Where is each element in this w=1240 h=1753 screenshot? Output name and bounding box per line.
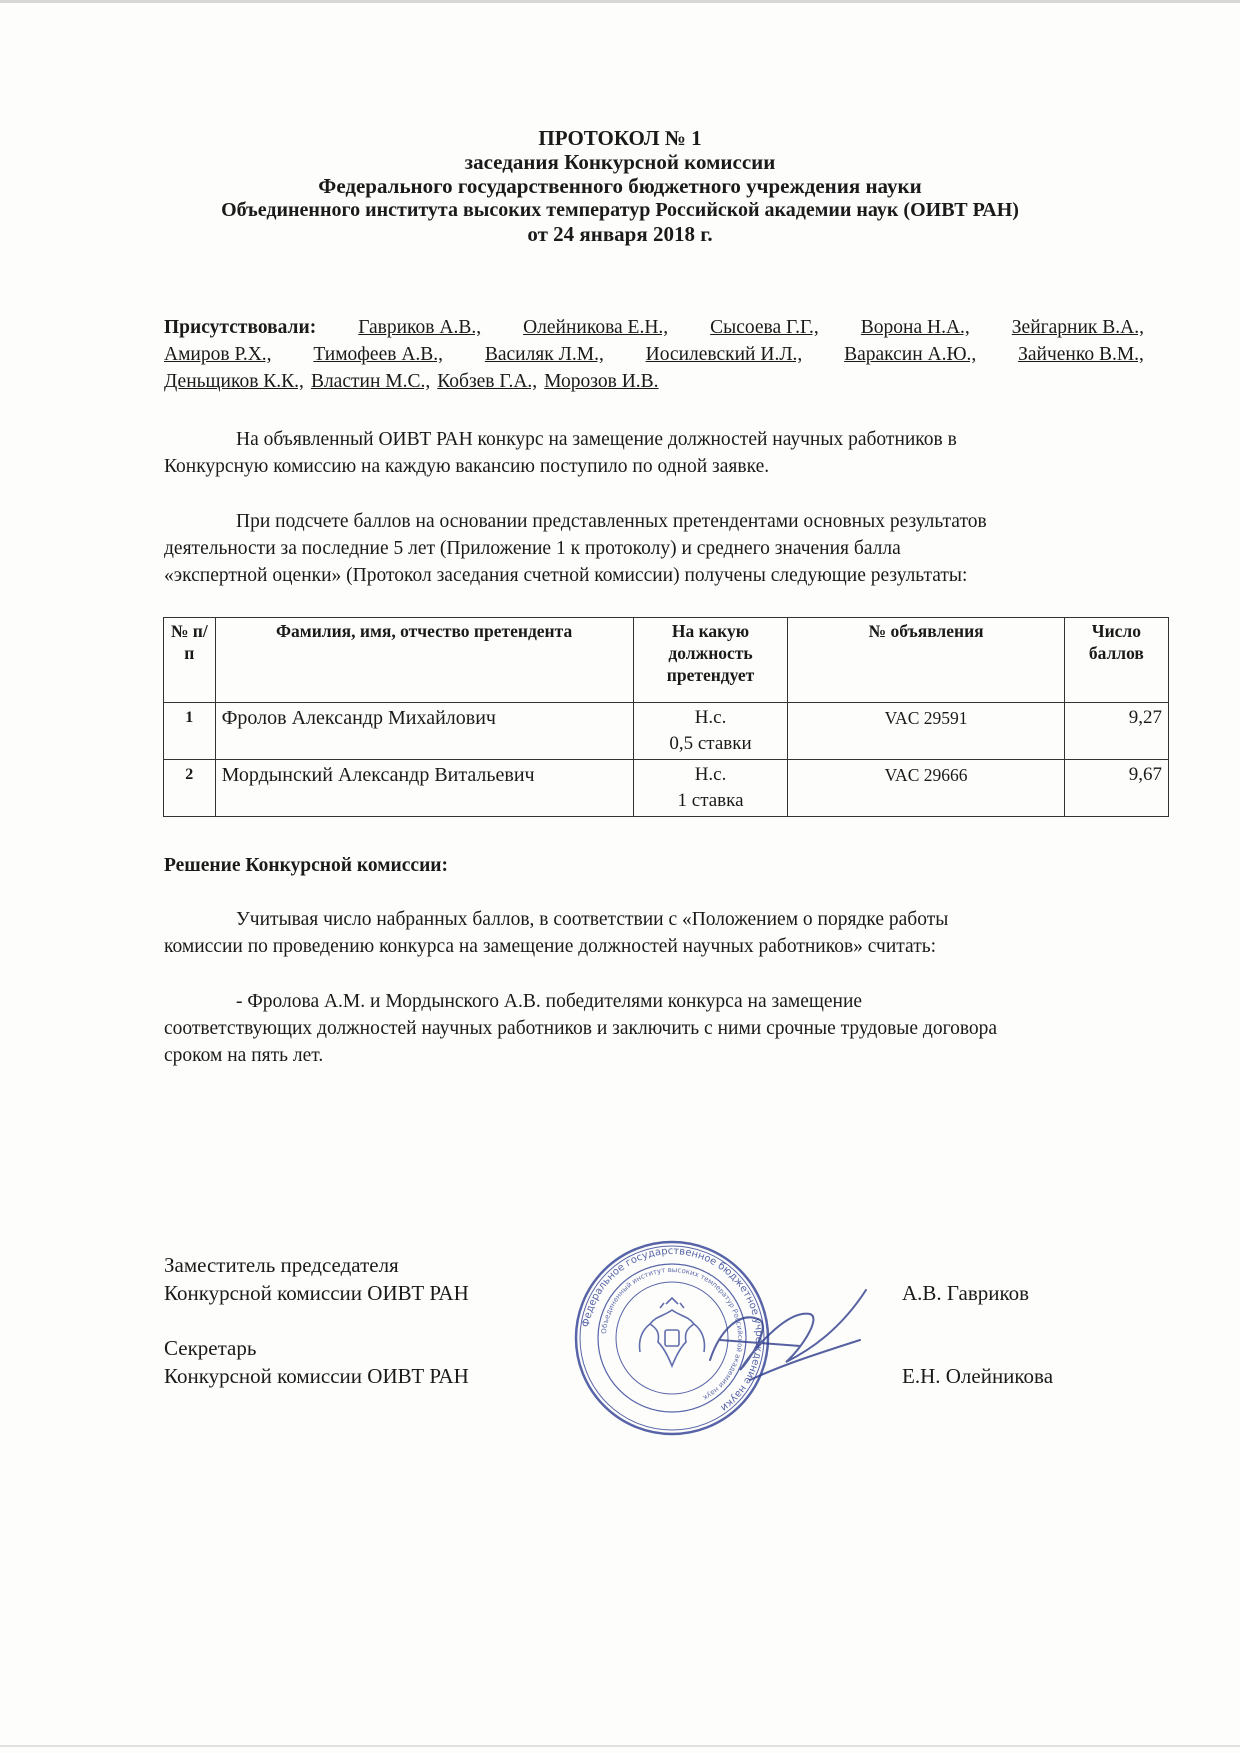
title-line-institution-name: Объединенного института высоких температур Российской академии наук (ОИВТ РАН) [221,199,1019,221]
cell-name: Фролов Александр Михайлович [215,703,633,760]
paragraph-line: Учитывая число набранных баллов, в соответствии с «Положением о порядке работы [236,909,949,930]
secretary-role [164,1334,469,1390]
decision-paragraph-2 [164,988,1140,1069]
cell-ad-number: VAC 29591 [788,703,1064,760]
paragraph-applications [164,426,1140,480]
paragraph-line: комиссии по проведению конкурса на замещение должностей научных работников» считать: [164,936,937,957]
scan-edge-bottom [0,1745,1240,1747]
attendance-name: Василяк Л.М., [484,344,604,365]
attendance-name: Кобзев Г.А., [437,371,538,392]
seal-outer-text: Федеральное государственное бюджетное учреждение науки [580,1245,765,1414]
attendance-block [164,314,1144,395]
attendance-line-1: Присутствовали: Гавриков А.В., Олейникова Е.Н., Сысоева Г.Г., Ворона Н.А., Зейгарник В.А., [164,314,1144,341]
column-header-ad-number: № объявления [788,618,1064,703]
column-header-name: Фамилия, имя, отчество претендента [215,618,633,703]
paragraph-line: соответствующих должностей научных работников и заключить с ними срочные трудовые договора [164,1018,998,1039]
attendance-name: Зейгарник В.А., [1011,317,1144,338]
cell-position [633,760,788,817]
cell-position [633,703,788,760]
seal-inner-text: Объединенный институт высоких температур Российской академии наук [600,1265,745,1402]
attendance-name: Деньщиков К.К., [164,371,304,392]
paragraph-line: деятельности за последние 5 лет (Приложение 1 к протоколу) и среднего значения балла [164,538,901,559]
paragraph-scoring [164,508,1140,589]
decision-paragraph-1 [164,906,1140,960]
attendance-line-3 [164,368,1144,395]
secretary-name: Е.Н. Олейникова [902,1364,1054,1388]
column-header-position: На какую должность претендует [633,618,788,703]
cell-score: 9,27 [1064,703,1168,760]
attendance-name: Властин М.С., [310,371,431,392]
title-line-date: от 24 января 2018 г. [527,222,713,246]
results-table [163,617,1169,817]
cell-position-rate: 0,5 ставки [669,733,752,754]
document-title [0,126,1240,246]
title-line-protocol: ПРОТОКОЛ № 1 [538,126,702,150]
column-header-score: Число баллов [1064,618,1168,703]
cell-position-rate: 1 ставка [677,790,744,811]
attendance-name: Гавриков А.В., [358,317,482,338]
attendance-name: Сысоева Г.Г., [710,317,819,338]
table-row [164,703,1169,760]
cell-position-title: Н.с. [694,707,727,728]
deputy-name: А.В. Гавриков [902,1281,1030,1305]
title-line-institution-type: Федерального государственного бюджетного учреждения науки [318,174,922,198]
attendance-name: Иосилевский И.Л., [645,344,803,365]
table-row [164,760,1169,817]
paragraph-line: На объявленный ОИВТ РАН конкурс на замещение должностей научных работников в [236,429,957,450]
cell-number: 1 [164,703,216,760]
cell-number: 2 [164,760,216,817]
attendance-line-2 [164,341,1144,368]
decision-title: Решение Конкурсной комиссии: [164,855,449,876]
attendance-label: Присутствовали [164,317,310,338]
secretary-role-line-2: Конкурсной комиссии ОИВТ РАН [164,1364,469,1388]
scan-edge-top [0,0,1240,3]
attendance-name: Зайченко В.М., [1018,344,1144,365]
deputy-role-line-1: Заместитель председателя [164,1253,399,1277]
attendance-name: Вараксин А.Ю., [844,344,977,365]
attendance-name: Амиров Р.Х., [164,344,272,365]
deputy-role-line-2: Конкурсной комиссии ОИВТ РАН [164,1281,469,1305]
cell-name: Мордынский Александр Витальевич [215,760,633,817]
column-header-number: № п/п [164,618,216,703]
paragraph-line: Конкурсную комиссию на каждую вакансию поступило по одной заявке. [164,456,770,477]
cell-ad-number: VAC 29666 [788,760,1064,817]
attendance-name: Морозов И.В. [544,371,659,392]
attendance-name: Тимофеев А.В., [313,344,444,365]
attendance-name: Олейникова Е.Н., [523,317,669,338]
paragraph-line: сроком на пять лет. [164,1045,324,1066]
title-line-meeting: заседания Конкурсной комиссии [464,150,776,174]
secretary-role-line-1: Секретарь [164,1336,257,1360]
paragraph-line: «экспертной оценки» (Протокол заседания счетной комиссии) получены следующие результаты: [164,565,968,586]
paragraph-line: При подсчете баллов на основании представленных претендентами основных результатов [236,511,987,532]
cell-score: 9,67 [1064,760,1168,817]
handwritten-signature [690,1270,880,1400]
table-header-row [164,618,1169,703]
cell-position-title: Н.с. [694,764,727,785]
paragraph-line: - Фролова А.М. и Мордынского А.В. победителями конкурса на замещение [236,991,863,1012]
deputy-role [164,1251,469,1307]
attendance-name: Ворона Н.А., [860,317,970,338]
